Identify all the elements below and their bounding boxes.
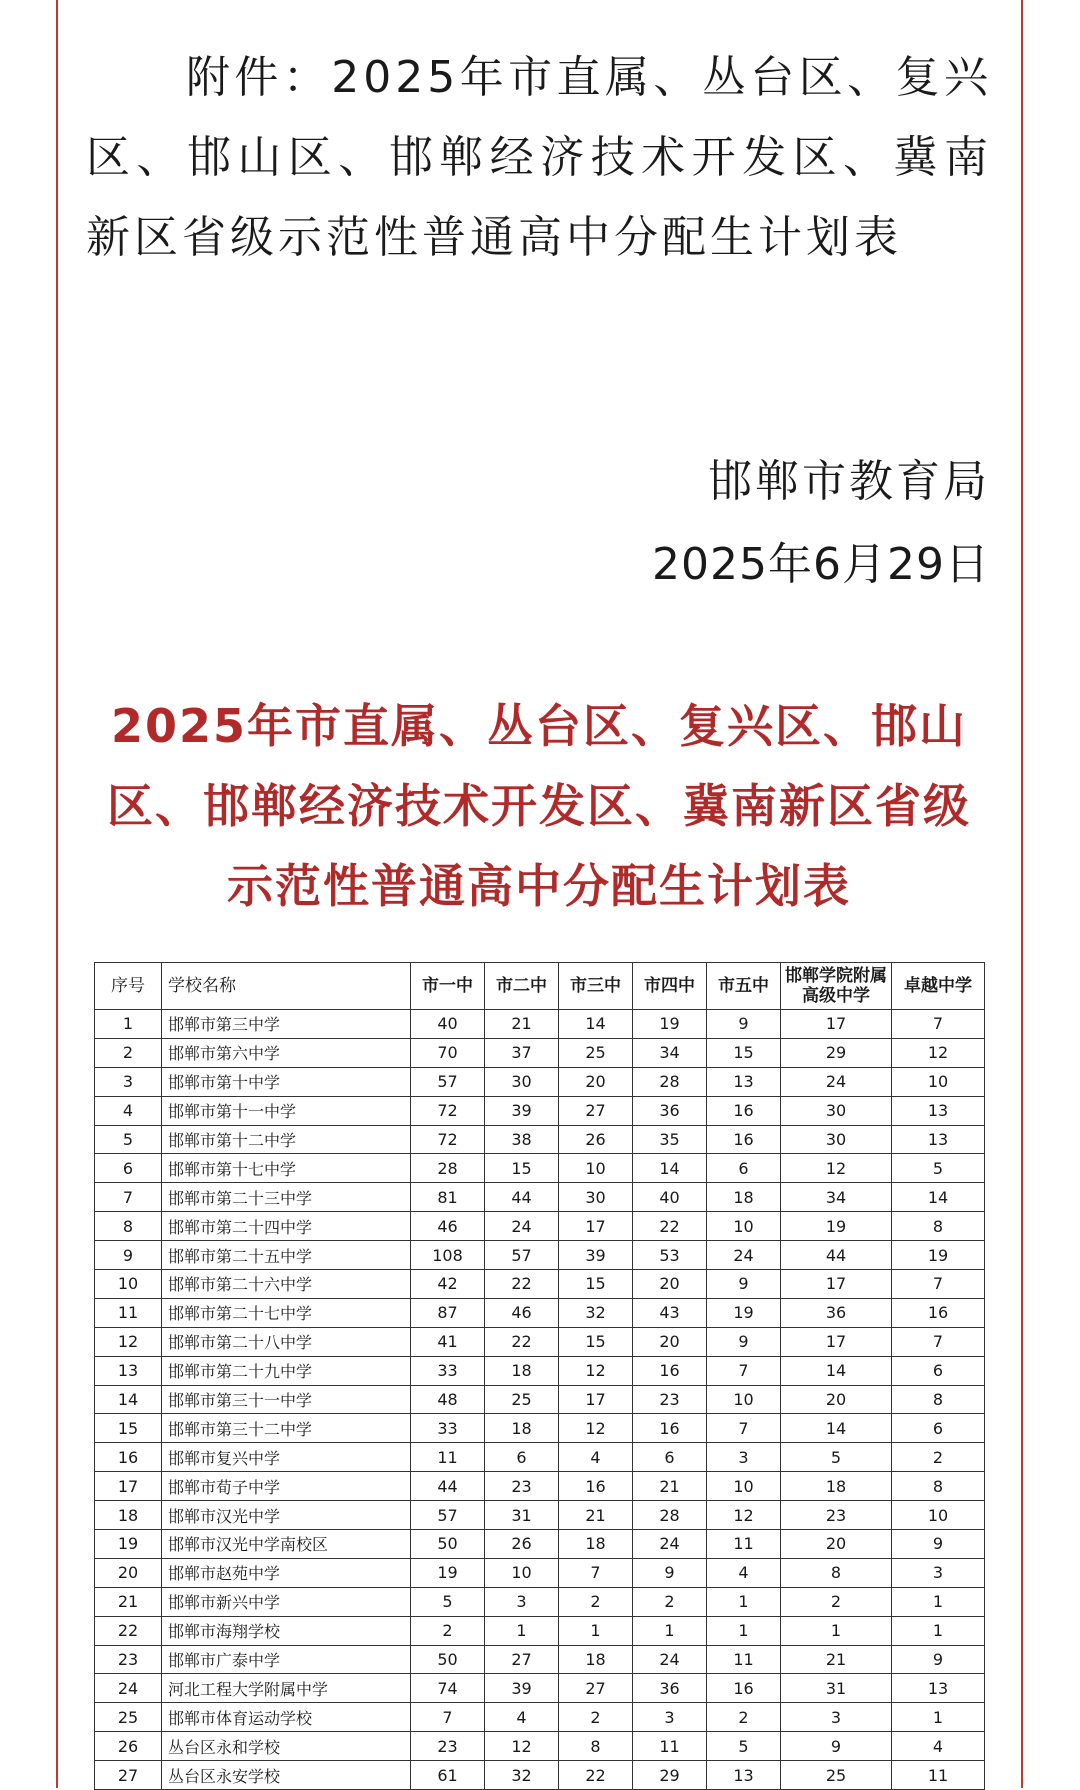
school-name: 邯郸市第十一中学 [162,1096,411,1125]
school-name: 邯郸市第十中学 [162,1067,411,1096]
quota-cell: 24 [633,1645,707,1674]
quota-cell: 15 [559,1270,633,1299]
row-index: 3 [95,1067,162,1096]
row-index: 24 [95,1674,162,1703]
quota-cell: 19 [781,1212,892,1241]
row-index: 17 [95,1472,162,1501]
row-index: 6 [95,1154,162,1183]
quota-cell: 6 [707,1154,781,1183]
table-row [95,1096,985,1125]
quota-cell: 17 [781,1270,892,1299]
quota-cell: 43 [633,1298,707,1327]
quota-cell: 12 [707,1501,781,1530]
school-name: 邯郸市第六中学 [162,1038,411,1067]
table-row [95,1501,985,1530]
quota-cell: 17 [559,1385,633,1414]
quota-cell: 53 [633,1241,707,1270]
quota-cell: 18 [707,1183,781,1212]
quota-cell: 2 [559,1587,633,1616]
quota-cell: 13 [892,1674,985,1703]
quota-cell: 1 [892,1703,985,1732]
quota-cell: 25 [485,1385,559,1414]
quota-cell: 23 [781,1501,892,1530]
quota-cell: 3 [781,1703,892,1732]
quota-cell: 72 [411,1125,485,1154]
quota-cell: 30 [781,1125,892,1154]
quota-cell: 36 [781,1298,892,1327]
school-name: 邯郸市第二十七中学 [162,1298,411,1327]
school-name: 邯郸市第十七中学 [162,1154,411,1183]
quota-cell: 3 [707,1443,781,1472]
school-name: 邯郸市第三十一中学 [162,1385,411,1414]
quota-cell: 31 [485,1501,559,1530]
school-name: 邯郸市汉光中学南校区 [162,1530,411,1559]
quota-cell: 46 [485,1298,559,1327]
quota-cell: 19 [411,1558,485,1587]
quota-cell: 57 [485,1241,559,1270]
quota-cell: 44 [485,1183,559,1212]
quota-cell: 16 [707,1096,781,1125]
table-row [95,1038,985,1067]
table-row [95,1241,985,1270]
row-index: 16 [95,1443,162,1472]
quota-cell: 35 [633,1125,707,1154]
issue-date: 2025年6月29日 [652,539,990,590]
table-header-row [95,963,985,1010]
quota-cell: 44 [781,1241,892,1270]
quota-cell: 21 [485,1010,559,1039]
quota-cell: 1 [707,1587,781,1616]
quota-cell: 39 [559,1241,633,1270]
quota-cell: 11 [892,1761,985,1790]
school-name: 邯郸市第三中学 [162,1010,411,1039]
quota-cell: 25 [781,1761,892,1790]
quota-cell: 9 [892,1530,985,1559]
school-name: 邯郸市体育运动学校 [162,1703,411,1732]
school-name: 丛台区永和学校 [162,1732,411,1761]
school-name: 邯郸市广泰中学 [162,1645,411,1674]
quota-cell: 108 [411,1241,485,1270]
title-line-1: 2025年市直属、丛台区、复兴区、邯山 [110,699,968,753]
quota-cell: 28 [411,1154,485,1183]
row-index: 10 [95,1270,162,1299]
quota-cell: 1 [707,1616,781,1645]
quota-cell: 39 [485,1674,559,1703]
quota-cell: 7 [892,1327,985,1356]
table-row [95,1125,985,1154]
quota-cell: 13 [707,1067,781,1096]
col-header-school-4: 市四中 [633,963,707,1010]
quota-cell: 26 [485,1530,559,1559]
table-row [95,1558,985,1587]
row-index: 19 [95,1530,162,1559]
quota-cell: 21 [633,1472,707,1501]
quota-cell: 8 [892,1385,985,1414]
quota-cell: 38 [485,1125,559,1154]
row-index: 8 [95,1212,162,1241]
table-row [95,1298,985,1327]
school-name: 邯郸市第十二中学 [162,1125,411,1154]
quota-cell: 25 [559,1038,633,1067]
quota-cell: 26 [559,1125,633,1154]
school-name: 邯郸市汉光中学 [162,1501,411,1530]
quota-cell: 29 [633,1761,707,1790]
table-row [95,1587,985,1616]
row-index: 13 [95,1356,162,1385]
quota-cell: 16 [892,1298,985,1327]
row-index: 23 [95,1645,162,1674]
quota-cell: 70 [411,1038,485,1067]
quota-cell: 20 [633,1270,707,1299]
quota-cell: 24 [781,1067,892,1096]
table-row [95,1530,985,1559]
quota-cell: 34 [781,1183,892,1212]
quota-cell: 74 [411,1674,485,1703]
school-name: 邯郸市第二十四中学 [162,1212,411,1241]
quota-cell: 23 [411,1732,485,1761]
quota-cell: 11 [707,1645,781,1674]
quota-cell: 81 [411,1183,485,1212]
row-index: 26 [95,1732,162,1761]
quota-cell: 57 [411,1501,485,1530]
quota-cell: 34 [633,1038,707,1067]
row-index: 1 [95,1010,162,1039]
quota-cell: 21 [781,1645,892,1674]
table-row [95,1472,985,1501]
row-index: 2 [95,1038,162,1067]
quota-cell: 22 [633,1212,707,1241]
quota-cell: 87 [411,1298,485,1327]
row-index: 15 [95,1414,162,1443]
row-index: 7 [95,1183,162,1212]
quota-cell: 9 [707,1327,781,1356]
quota-cell: 4 [707,1558,781,1587]
quota-cell: 30 [559,1183,633,1212]
right-border-line [1021,0,1023,1788]
row-index: 21 [95,1587,162,1616]
quota-cell: 16 [633,1414,707,1443]
row-index: 27 [95,1761,162,1790]
quota-cell: 19 [892,1241,985,1270]
quota-cell: 18 [485,1414,559,1443]
quota-cell: 32 [485,1761,559,1790]
quota-cell: 41 [411,1327,485,1356]
quota-cell: 2 [559,1703,633,1732]
school-name: 河北工程大学附属中学 [162,1674,411,1703]
quota-cell: 3 [485,1587,559,1616]
quota-cell: 3 [633,1703,707,1732]
left-border-line [56,0,58,1788]
quota-cell: 33 [411,1356,485,1385]
table-row [95,1270,985,1299]
table-row [95,1154,985,1183]
quota-cell: 22 [485,1327,559,1356]
quota-cell: 27 [559,1096,633,1125]
quota-cell: 28 [633,1067,707,1096]
quota-cell: 4 [892,1732,985,1761]
table-row [95,1212,985,1241]
quota-cell: 15 [485,1154,559,1183]
quota-cell: 30 [485,1067,559,1096]
school-name: 邯郸市海翔学校 [162,1616,411,1645]
quota-cell: 7 [707,1414,781,1443]
quota-cell: 10 [559,1154,633,1183]
quota-cell: 16 [707,1125,781,1154]
quota-cell: 2 [781,1587,892,1616]
table-row [95,1674,985,1703]
quota-cell: 10 [892,1067,985,1096]
quota-cell: 17 [781,1010,892,1039]
quota-cell: 11 [411,1443,485,1472]
allocation-table [94,962,985,1790]
table-row [95,1010,985,1039]
row-index: 18 [95,1501,162,1530]
quota-cell: 61 [411,1761,485,1790]
row-index: 4 [95,1096,162,1125]
quota-cell: 36 [633,1674,707,1703]
quota-cell: 1 [781,1616,892,1645]
quota-cell: 5 [781,1443,892,1472]
school-name: 邯郸市第二十三中学 [162,1183,411,1212]
quota-cell: 72 [411,1096,485,1125]
col-header-school-2: 市二中 [485,963,559,1010]
quota-cell: 14 [781,1356,892,1385]
school-name: 邯郸市赵苑中学 [162,1558,411,1587]
col-header-school-1: 市一中 [411,963,485,1010]
school-name: 邯郸市荀子中学 [162,1472,411,1501]
quota-cell: 6 [892,1414,985,1443]
quota-cell: 1 [892,1587,985,1616]
quota-cell: 28 [633,1501,707,1530]
table-row [95,1703,985,1732]
row-index: 25 [95,1703,162,1732]
quota-cell: 4 [485,1703,559,1732]
quota-cell: 22 [559,1761,633,1790]
quota-cell: 7 [411,1703,485,1732]
table-row [95,1616,985,1645]
quota-cell: 31 [781,1674,892,1703]
quota-cell: 8 [559,1732,633,1761]
quota-cell: 7 [892,1010,985,1039]
school-name: 邯郸市第二十六中学 [162,1270,411,1299]
quota-cell: 10 [707,1472,781,1501]
quota-cell: 22 [485,1270,559,1299]
quota-cell: 2 [707,1703,781,1732]
quota-cell: 3 [892,1558,985,1587]
quota-cell: 14 [633,1154,707,1183]
document-title [86,686,992,926]
quota-cell: 42 [411,1270,485,1299]
quota-cell: 17 [559,1212,633,1241]
quota-cell: 40 [633,1183,707,1212]
quota-cell: 1 [485,1616,559,1645]
quota-cell: 19 [707,1298,781,1327]
table-row [95,1732,985,1761]
quota-cell: 32 [559,1298,633,1327]
quota-cell: 20 [559,1067,633,1096]
quota-cell: 24 [707,1241,781,1270]
quota-cell: 12 [485,1732,559,1761]
quota-cell: 50 [411,1530,485,1559]
school-name: 邯郸市复兴中学 [162,1443,411,1472]
quota-cell: 17 [781,1327,892,1356]
col-header-index: 序号 [95,963,162,1010]
quota-cell: 23 [485,1472,559,1501]
quota-cell: 13 [892,1125,985,1154]
quota-cell: 7 [559,1558,633,1587]
quota-cell: 24 [485,1212,559,1241]
title-line-2: 区、邯郸经济技术开发区、冀南新区省级 [107,779,971,833]
table-row [95,1414,985,1443]
quota-cell: 2 [411,1616,485,1645]
quota-cell: 10 [892,1501,985,1530]
col-header-school-5: 市五中 [707,963,781,1010]
quota-cell: 1 [633,1616,707,1645]
quota-cell: 2 [633,1587,707,1616]
quota-cell: 20 [633,1327,707,1356]
table-row [95,1443,985,1472]
quota-cell: 27 [485,1645,559,1674]
quota-cell: 18 [559,1530,633,1559]
row-index: 11 [95,1298,162,1327]
quota-cell: 6 [485,1443,559,1472]
quota-cell: 7 [707,1356,781,1385]
quota-cell: 18 [781,1472,892,1501]
quota-cell: 4 [559,1443,633,1472]
quota-cell: 33 [411,1414,485,1443]
quota-cell: 46 [411,1212,485,1241]
quota-cell: 57 [411,1067,485,1096]
quota-cell: 5 [411,1587,485,1616]
quota-cell: 37 [485,1038,559,1067]
quota-cell: 29 [781,1038,892,1067]
quota-cell: 50 [411,1645,485,1674]
quota-cell: 16 [559,1472,633,1501]
quota-cell: 8 [892,1212,985,1241]
school-name: 邯郸市新兴中学 [162,1587,411,1616]
col-header-zhuoyue: 卓越中学 [892,963,985,1010]
quota-cell: 5 [892,1154,985,1183]
quota-cell: 14 [781,1414,892,1443]
row-index: 5 [95,1125,162,1154]
quota-cell: 18 [485,1356,559,1385]
school-name: 邯郸市第二十九中学 [162,1356,411,1385]
table-row [95,1327,985,1356]
quota-cell: 9 [633,1558,707,1587]
school-name: 邯郸市第二十五中学 [162,1241,411,1270]
quota-cell: 30 [781,1096,892,1125]
quota-cell: 7 [892,1270,985,1299]
row-index: 9 [95,1241,162,1270]
quota-cell: 16 [707,1674,781,1703]
quota-cell: 11 [707,1530,781,1559]
quota-cell: 11 [633,1732,707,1761]
quota-cell: 39 [485,1096,559,1125]
table-row [95,1761,985,1790]
quota-cell: 27 [559,1674,633,1703]
row-index: 22 [95,1616,162,1645]
school-name: 邯郸市第三十二中学 [162,1414,411,1443]
row-index: 12 [95,1327,162,1356]
school-name: 丛台区永安学校 [162,1761,411,1790]
quota-cell: 1 [892,1616,985,1645]
quota-cell: 16 [633,1356,707,1385]
quota-cell: 18 [559,1645,633,1674]
row-index: 20 [95,1558,162,1587]
quota-cell: 1 [559,1616,633,1645]
quota-cell: 13 [707,1761,781,1790]
quota-cell: 6 [633,1443,707,1472]
table-row [95,1067,985,1096]
quota-cell: 23 [633,1385,707,1414]
quota-cell: 9 [707,1010,781,1039]
quota-cell: 20 [781,1385,892,1414]
table-body [95,1010,985,1790]
quota-cell: 5 [707,1732,781,1761]
quota-cell: 19 [633,1010,707,1039]
quota-cell: 21 [559,1501,633,1530]
quota-cell: 44 [411,1472,485,1501]
table-row [95,1645,985,1674]
quota-cell: 12 [559,1414,633,1443]
table-row [95,1356,985,1385]
quota-cell: 9 [892,1645,985,1674]
title-line-3: 示范性普通高中分配生计划表 [227,859,851,913]
school-name: 邯郸市第二十八中学 [162,1327,411,1356]
quota-cell: 10 [485,1558,559,1587]
quota-cell: 9 [707,1270,781,1299]
quota-cell: 2 [892,1443,985,1472]
quota-cell: 14 [892,1183,985,1212]
quota-cell: 14 [559,1010,633,1039]
quota-cell: 20 [781,1530,892,1559]
quota-cell: 8 [781,1558,892,1587]
col-header-school-3: 市三中 [559,963,633,1010]
quota-cell: 13 [892,1096,985,1125]
quota-cell: 6 [892,1356,985,1385]
quota-cell: 24 [633,1530,707,1559]
col-header-school: 学校名称 [162,963,411,1010]
attachment-heading: 附件：2025年市直属、丛台区、复兴区、邯山区、邯郸经济技术开发区、冀南新区省级示范性普通高中分配生计划表 [86,52,992,263]
quota-cell: 15 [559,1327,633,1356]
quota-cell: 36 [633,1096,707,1125]
issuer-name: 邯郸市教育局 [708,456,990,507]
table-row [95,1385,985,1414]
quota-cell: 10 [707,1212,781,1241]
row-index: 14 [95,1385,162,1414]
quota-cell: 12 [892,1038,985,1067]
quota-cell: 12 [559,1356,633,1385]
quota-cell: 9 [781,1732,892,1761]
table-row [95,1183,985,1212]
quota-cell: 40 [411,1010,485,1039]
quota-cell: 48 [411,1385,485,1414]
quota-cell: 10 [707,1385,781,1414]
quota-cell: 15 [707,1038,781,1067]
quota-cell: 12 [781,1154,892,1183]
col-header-hdxy: 邯郸学院附属高级中学 [781,963,892,1010]
quota-cell: 8 [892,1472,985,1501]
